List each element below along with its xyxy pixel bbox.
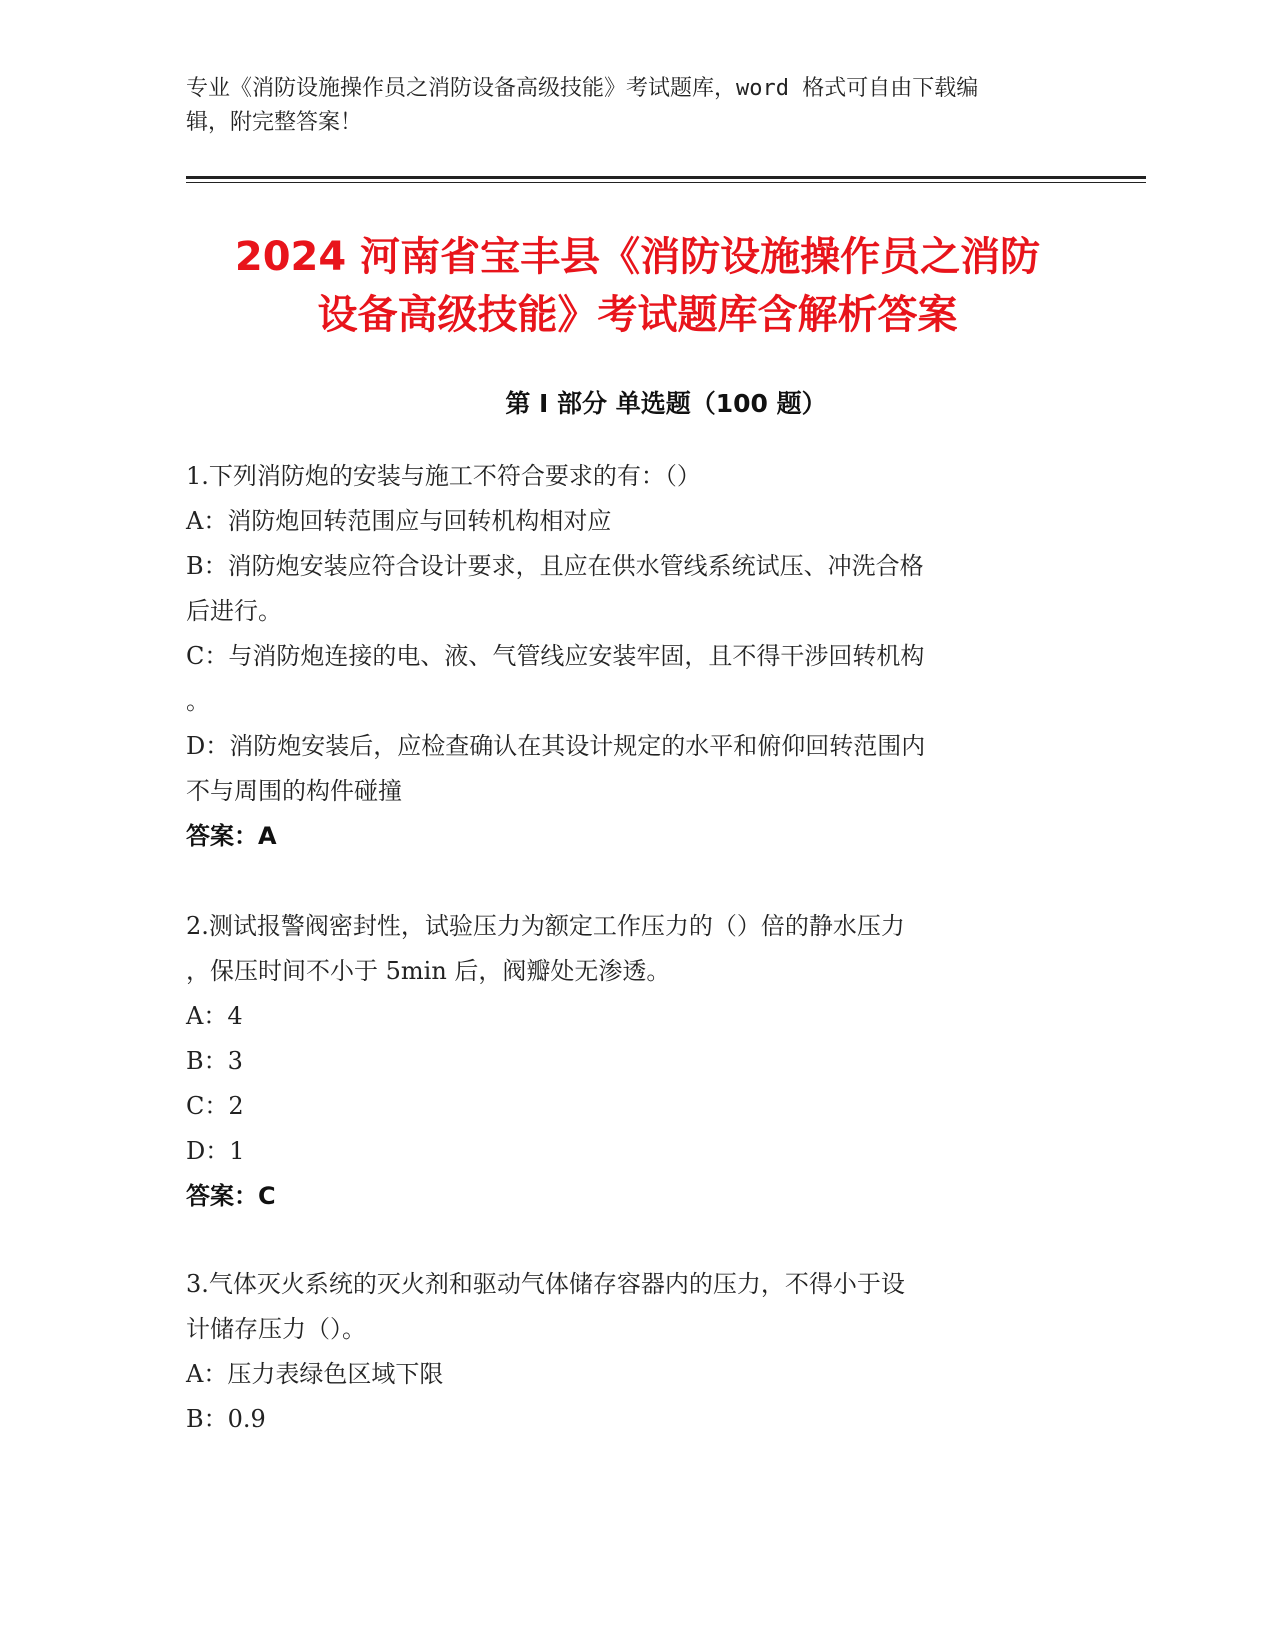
answer-label: 答案：A (186, 822, 277, 850)
section-title: 第 I 部分 单选题（100 题） (505, 389, 827, 418)
question-stem-cont: ，保压时间不小于 5min 后，阀瓣处无渗透。 (186, 957, 671, 985)
document-title-line: 2024 河南省宝丰县《消防设施操作员之消防 (234, 234, 1041, 280)
option-b: B：消防炮安装应符合设计要求，且应在供水管线系统试压、冲洗合格 (186, 552, 924, 580)
question-2 (186, 904, 1066, 1219)
option-a: A：压力表绿色区域下限 (186, 1360, 444, 1388)
question-stem: 2.测试报警阀密封性，试验压力为额定工作压力的（）倍的静水压力 (186, 912, 905, 940)
document-title-line: 设备高级技能》考试题库含解析答案 (317, 292, 958, 338)
question-3 (186, 1262, 1066, 1442)
option-c: C：与消防炮连接的电、液、气管线应安装牢固，且不得干涉回转机构 (186, 642, 925, 670)
header-note-line: 专业《消防设施操作员之消防设备高级技能》考试题库，word 格式可自由下载编 (186, 76, 979, 101)
question-stem: 3.气体灭火系统的灭火剂和驱动气体储存容器内的压力，不得小于设 (186, 1270, 905, 1298)
question-stem-cont: 计储存压力（）。 (186, 1315, 366, 1343)
option-b: B：0.9 (186, 1405, 266, 1433)
option-d: D：消防炮安装后，应检查确认在其设计规定的水平和俯仰回转范围内 (186, 732, 926, 760)
option-b: B：3 (186, 1047, 243, 1075)
header-divider-thin (186, 182, 1146, 183)
option-b-cont: 后进行。 (186, 597, 282, 625)
header-note (186, 72, 1066, 140)
answer-label: 答案：C (186, 1182, 276, 1210)
header-note-line: 辑，附完整答案！ (186, 110, 363, 135)
document-title (160, 228, 1115, 344)
option-c-cont: 。 (186, 687, 210, 715)
option-c: C：2 (186, 1092, 244, 1120)
option-a: A：4 (186, 1002, 243, 1030)
question-stem: 1.下列消防炮的安装与施工不符合要求的有：（） (186, 462, 701, 490)
header-divider (186, 176, 1146, 179)
option-d-cont: 不与周围的构件碰撞 (186, 777, 402, 805)
option-a: A：消防炮回转范围应与回转机构相对应 (186, 507, 612, 535)
option-d: D：1 (186, 1137, 245, 1165)
question-1 (186, 454, 1066, 859)
